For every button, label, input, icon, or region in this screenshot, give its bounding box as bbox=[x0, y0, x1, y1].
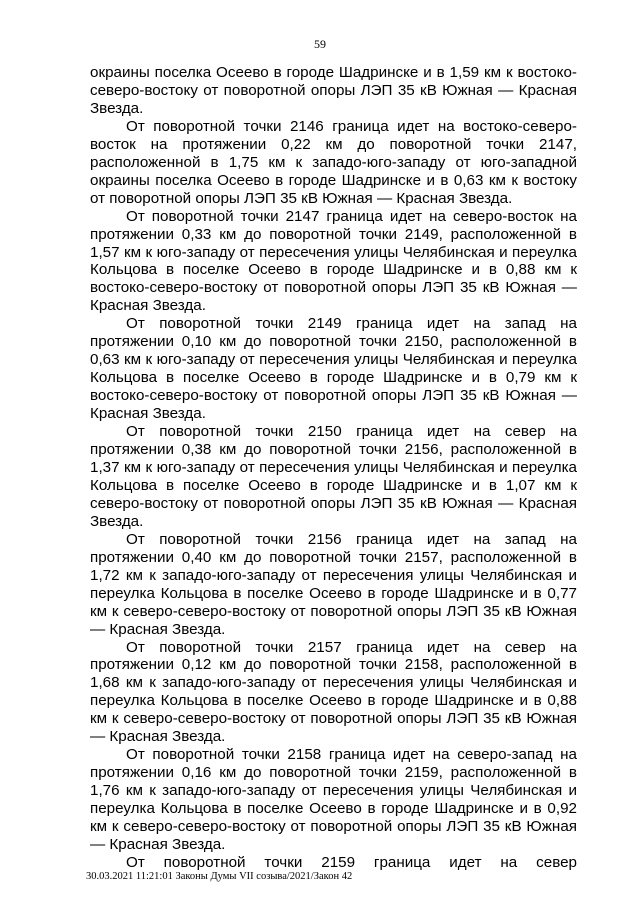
paragraph-7: От поворотной точки 2157 граница идет на север на протяжении 0,12 км до поворотной точки 2158, расположенной в 1,68 км к западо-юго-западу от пересечения улицы Челябинская и переулка Кольцова в поселке Осеево в городе Шадринске и в 0,88 км к северо-северо-востоку от поворотной опоры ЛЭП 35 кВ Южная — Красная Звезда. bbox=[90, 638, 577, 746]
paragraph-8: От поворотной точки 2158 граница идет на северо-запад на протяжении 0,16 км до поворотной точки 2159, расположенной в 1,76 км к западо-юго-западу от пересечения улицы Челябинская и переулка Кольцова в поселке Осеево в городе Шадринске и в 0,92 км к северо-северо-востоку от поворотной опоры ЛЭП 35 кВ Южная — Красная Звезда. bbox=[90, 746, 577, 853]
paragraph-2: От поворотной точки 2146 граница идет на востоко-северо-восток на протяжении 0,22 км до поворотной точки 2147, расположенной в 1,75 км к западо-юго-западу от юго-западной окраины поселка Осеево в городе Шадринске и в 0,63 км к востоку от поворотной опоры ЛЭП 35 кВ Южная — Красная Звезда. bbox=[90, 117, 577, 207]
document-footer: 30.03.2021 11:21:01 Законы Думы VII созыва/2021/Закон 42 bbox=[86, 871, 353, 882]
page-number: 59 bbox=[314, 37, 326, 51]
paragraph-5: От поворотной точки 2150 граница идет на север на протяжении 0,38 км до поворотной точки 2156, расположенной в 1,37 км к юго-западу от пересечения улицы Челябинская и переулка Кольцова в поселке Осеево в городе Шадринске и в 1,07 км к северо-востоку от поворотной опоры ЛЭП 35 кВ Южная — Красная Звезда. bbox=[90, 423, 577, 530]
paragraph-9: От поворотной точки 2159 граница идет на север bbox=[126, 853, 577, 871]
paragraph-3: От поворотной точки 2147 граница идет на северо-восток на протяжении 0,33 км до поворотной точки 2149, расположенной в 1,57 км к юго-западу от пересечения улицы Челябинская и переулка Кольцова в поселке Осеево в городе Шадринске и в 0,88 км к востоко-северо-востоку от поворотной опоры ЛЭП 35 кВ Южная — Красная Звезда. bbox=[90, 207, 577, 315]
paragraph-6: От поворотной точки 2156 граница идет на запад на протяжении 0,40 км до поворотной точки 2157, расположенной в 1,72 км к западо-юго-западу от пересечения улицы Челябинская и переулка Кольцова в поселке Осеево в городе Шадринске и в 0,77 км к северо-северо-востоку от поворотной опоры ЛЭП 35 кВ Южная — Красная Звезда. bbox=[90, 530, 577, 638]
paragraph-1: окраины поселка Осеево в городе Шадринске и в 1,59 км к востоко-северо-востоку от поворотной опоры ЛЭП 35 кВ Южная — Красная Звезда. bbox=[90, 64, 577, 117]
document-body bbox=[90, 64, 577, 872]
paragraph-4: От поворотной точки 2149 граница идет на запад на протяжении 0,10 км до поворотной точки 2150, расположенной в 0,63 км к юго-западу от пересечения улицы Челябинская и переулка Кольцова в поселке Осеево в городе Шадринске и в 0,79 км к востоко-северо-востоку от поворотной опоры ЛЭП 35 кВ Южная — Красная Звезда. bbox=[90, 315, 577, 423]
